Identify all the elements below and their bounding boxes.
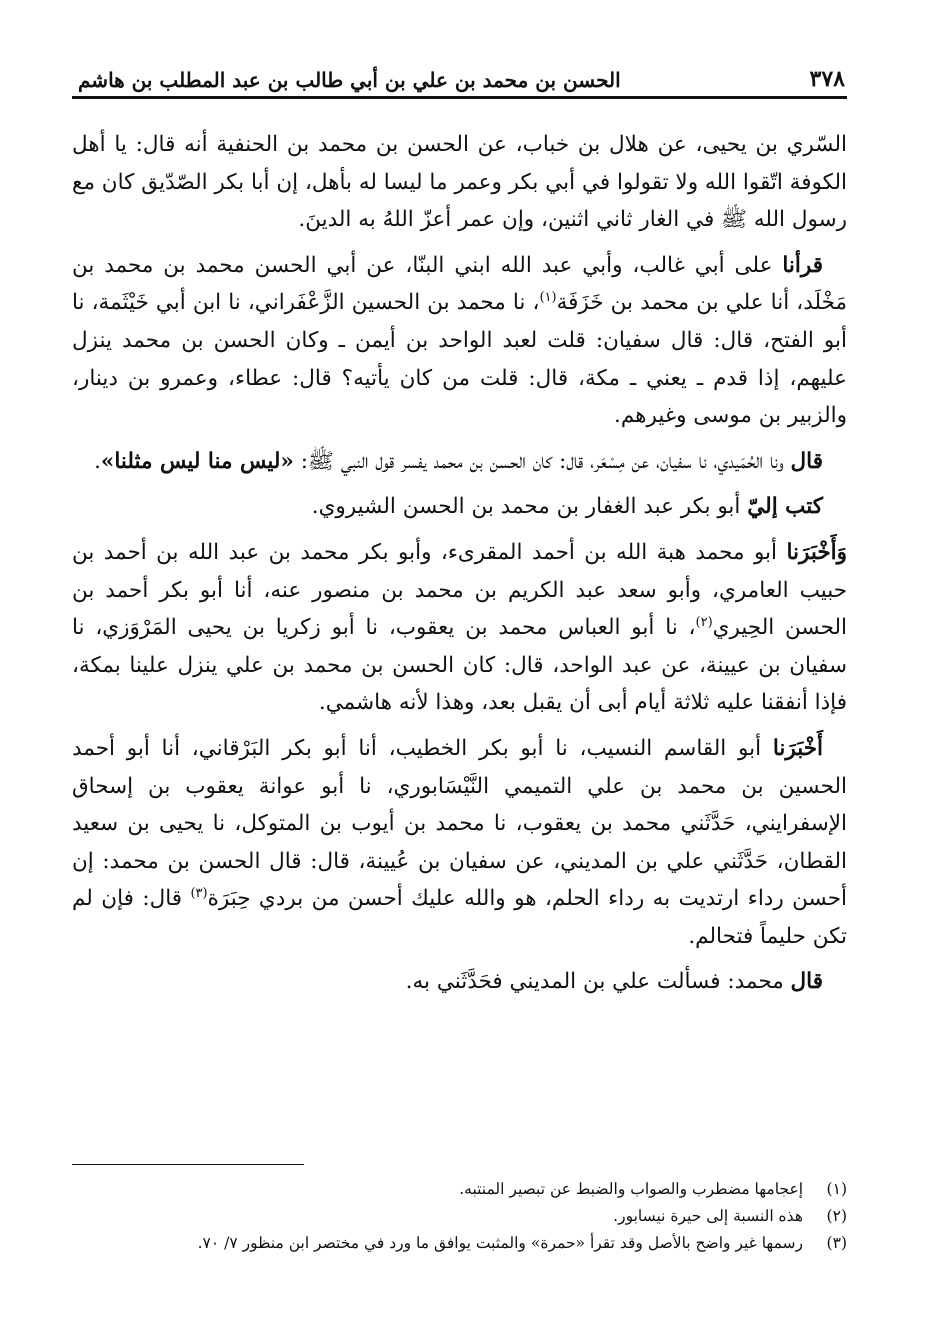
paragraph-5 [72, 534, 847, 722]
footnote-text: هذه النسبة إلى حيرة نيسابور. [613, 1207, 803, 1225]
paragraph-text: محمد: فسألت علي بن المديني فحَدَّثَني به. [405, 969, 791, 995]
paragraph-text: أبو محمد هبة الله بن أحمد المقرىء، وأبو بكر محمد بن عبد الله بن أحمد بن حبيب العامري، وأبو سعد عبد الكريم بن محمد بن منصور عنه، أنا أبو بكر أحمد بن الحسن الحِيري [72, 539, 847, 641]
footnote-2 [72, 1203, 847, 1230]
paragraph-text-continued: . [94, 448, 101, 474]
paragraph-7 [72, 963, 847, 1001]
paragraph-lead: أَخْبَرَنا [772, 735, 823, 761]
paragraph-2 [72, 247, 847, 435]
main-text [72, 126, 847, 1009]
paragraph-4 [72, 488, 847, 526]
page-number: ٣٧٨ [809, 66, 845, 92]
paragraph-text: السّري بن يحيى، عن هلال بن خباب، عن الحسن بن محمد بن الحنفية أنه قال: يا أهل الكوفة اتّقوا الله ولا تقولوا في أبي بكر وعمر ما ليسا له بأهل، إن أبا بكر الصّدّيق كان مع رسول الله ﷺ في الغار ثاني اثنين، وإن عمر أعزّ اللهُ به الدينَ. [72, 132, 847, 233]
footnote-separator [72, 1164, 304, 1165]
paragraph-text: ونا الحُمَيدي، نا سفيان، عن مِسْعَر، قال: كان الحسن بن محمد يفسر قول النبي ﷺ: [293, 448, 791, 474]
paragraph-lead: كتب إليّ [747, 494, 823, 520]
paragraph-lead: قرأنا [782, 252, 823, 278]
footnote-number: (١) [826, 1180, 847, 1198]
paragraph-3 [72, 443, 847, 481]
paragraph-text: أبو القاسم النسيب، نا أبو بكر الخطيب، أنا أبو بكر البَرْقاني، أنا أبو أحمد الحسين بن محمد بن علي التميمي النَّيْسَابوري، نا أبو عوانة يعقوب بن إسحاق الإسفرايني، حَدَّثَني محمد بن يعقوب، نا محمد بن أيوب بن المتوكل، نا يحيى بن سعيد القطان، حَدَّثَني علي بن المديني، عن سفيان بن عُيينة، قال: قال الحسن بن محمد: إن أحسن رداء ارتديت به رداء الحلم، هو والله عليك أحسن من بردي حِبَرَة [72, 735, 847, 912]
paragraph-6 [72, 730, 847, 956]
book-page [72, 52, 847, 1322]
hadith-quote: «ليس منا ليس مثلنا» [100, 448, 294, 474]
page-header [72, 52, 847, 92]
paragraph-lead: وَأَخْبَرَنا [786, 539, 847, 565]
paragraph-text: على أبي غالب، وأبي عبد الله ابني البنّا، عن أبي الحسن محمد بن محمد بن مَخْلَد، أنا علي بن محمد بن خَزَفَة [72, 252, 847, 316]
paragraph-text-continued: ، نا أبو العباس محمد بن يعقوب، نا أبو زكريا بن يحيى المَرْوَزي، نا سفيان بن عيينة، عن عبد الواحد، قال: كان الحسن بن محمد بن علي ينزل علينا بمكة، فإذا أنفقنا عليه ثلاثة أيام أبى أن يقبل بعد، وهذا لأنه هاشمي. [72, 615, 847, 716]
footnote-text: رسمها غير واضح بالأصل وقد تقرأ «حمرة» والمثبت يوافق ما ورد في مختصر ابن منظور ٧/ ٧٠. [197, 1234, 803, 1252]
paragraph-1 [72, 126, 847, 239]
footnote-ref: (٣) [190, 886, 208, 902]
footnote-3 [72, 1230, 847, 1257]
footnote-1 [72, 1176, 847, 1203]
paragraph-lead: قال [790, 448, 823, 474]
running-title: الحسن بن محمد بن علي بن أبي طالب بن عبد المطلب بن هاشم [78, 68, 621, 92]
paragraph-text-continued: ، نا محمد بن الحسين الزَّعْفَراني، نا ابن أبي خَيْثَمة، نا أبو الفتح، قال: قال سفيان: قلت لعبد الواحد بن أيمن ـ وكان الحسن بن محمد ينزل عليهم، إذا قدم ـ يعني ـ مكة، قال: قلت من كان يأتيه؟ قال: عطاء، وعمرو بن دينار، والزبير بن موسى وغيرهم. [72, 290, 847, 429]
paragraph-text-continued: قال: فإن لم تكن حليماً فتحالم. [72, 886, 847, 949]
footnote-number: (٣) [826, 1234, 847, 1252]
footnote-ref: (٢) [695, 614, 713, 630]
footnote-number: (٢) [826, 1207, 847, 1225]
footnote-ref: (١) [539, 290, 557, 306]
footnote-text: إعجامها مضطرب والصواب والضبط عن تبصير المنتبه. [459, 1180, 803, 1198]
paragraph-lead: قال [790, 969, 823, 995]
header-rule [72, 96, 847, 99]
footnotes [72, 1176, 847, 1257]
paragraph-text: أبو بكر عبد الغفار بن محمد بن الحسن الشيروي. [311, 494, 748, 520]
